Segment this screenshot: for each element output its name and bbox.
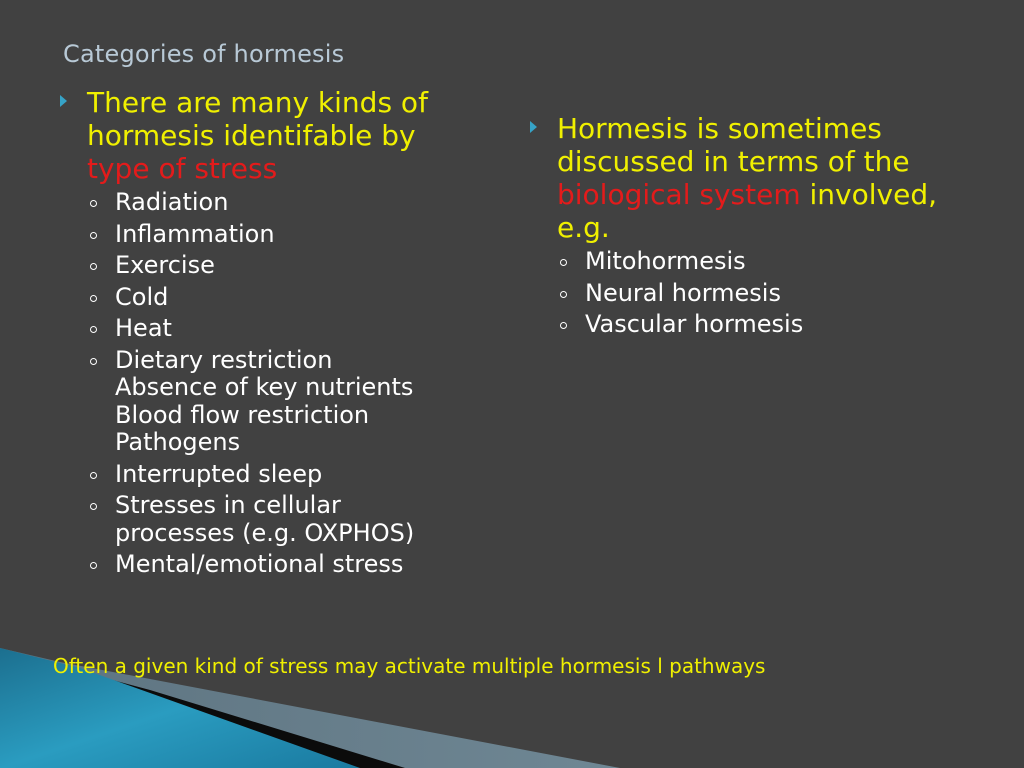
list-item-text: Stresses in cellular (115, 491, 341, 519)
list-item (87, 492, 480, 547)
arrow-bullet-icon (530, 121, 537, 133)
list-item-text: processes (e.g. OXPHOS) (115, 518, 415, 547)
list-item (87, 284, 480, 312)
list-item-text: Vascular hormesis (585, 310, 804, 338)
left-column (60, 86, 480, 583)
list-item-text: Heat (115, 314, 172, 342)
slide-title: Categories of hormesis (63, 40, 345, 68)
circle-bullet-icon (560, 259, 567, 266)
circle-bullet-icon (560, 291, 567, 298)
arrow-bullet-icon (60, 95, 67, 107)
list-item (87, 252, 480, 280)
list-item-text: Dietary restriction (115, 345, 333, 374)
list-item (87, 347, 480, 457)
list-item (557, 248, 950, 276)
list-item-text: Interrupted sleep (115, 459, 323, 488)
list-item (87, 221, 480, 249)
list-item-text: Cold (115, 282, 169, 311)
list-item-text: Absence of key nutrients (115, 373, 414, 401)
list-item (87, 315, 480, 343)
stress-type-list (60, 189, 480, 579)
right-main-highlight: biological system (557, 178, 801, 211)
right-main-text: Hormesis is sometimes discussed in terms of the (557, 112, 910, 178)
list-item-text: Radiation (115, 188, 229, 216)
right-main-bullet (530, 112, 950, 244)
list-item (557, 311, 950, 339)
circle-bullet-icon (90, 295, 97, 302)
circle-bullet-icon (90, 472, 97, 479)
circle-bullet-icon (90, 358, 97, 365)
list-item (87, 189, 480, 217)
footer-note: Often a given kind of stress may activate multiple hormesis l pathways (53, 654, 766, 678)
right-column (530, 112, 950, 343)
circle-bullet-icon (90, 263, 97, 270)
left-main-highlight: type of stress (87, 152, 278, 185)
left-main-text: There are many kinds of hormesis identifable by (87, 86, 428, 152)
list-item-text: Neural hormesis (585, 278, 781, 307)
list-item (557, 280, 950, 308)
list-item-text: Blood flow restriction (115, 400, 370, 429)
circle-bullet-icon (90, 503, 97, 510)
circle-bullet-icon (90, 200, 97, 207)
list-item-text: Mitohormesis (585, 247, 746, 275)
left-main-bullet (60, 86, 480, 185)
circle-bullet-icon (90, 232, 97, 239)
right-main-suffix: involved, e.g. (557, 178, 937, 244)
circle-bullet-icon (90, 326, 97, 333)
list-item-text: Mental/emotional stress (115, 550, 404, 578)
circle-bullet-icon (90, 562, 97, 569)
biological-system-list (530, 248, 950, 339)
list-item-text: Exercise (115, 251, 215, 279)
list-item (87, 551, 480, 579)
list-item-text: Pathogens (115, 428, 241, 456)
list-item (87, 461, 480, 489)
circle-bullet-icon (560, 322, 567, 329)
list-item-text: Inflammation (115, 219, 275, 248)
